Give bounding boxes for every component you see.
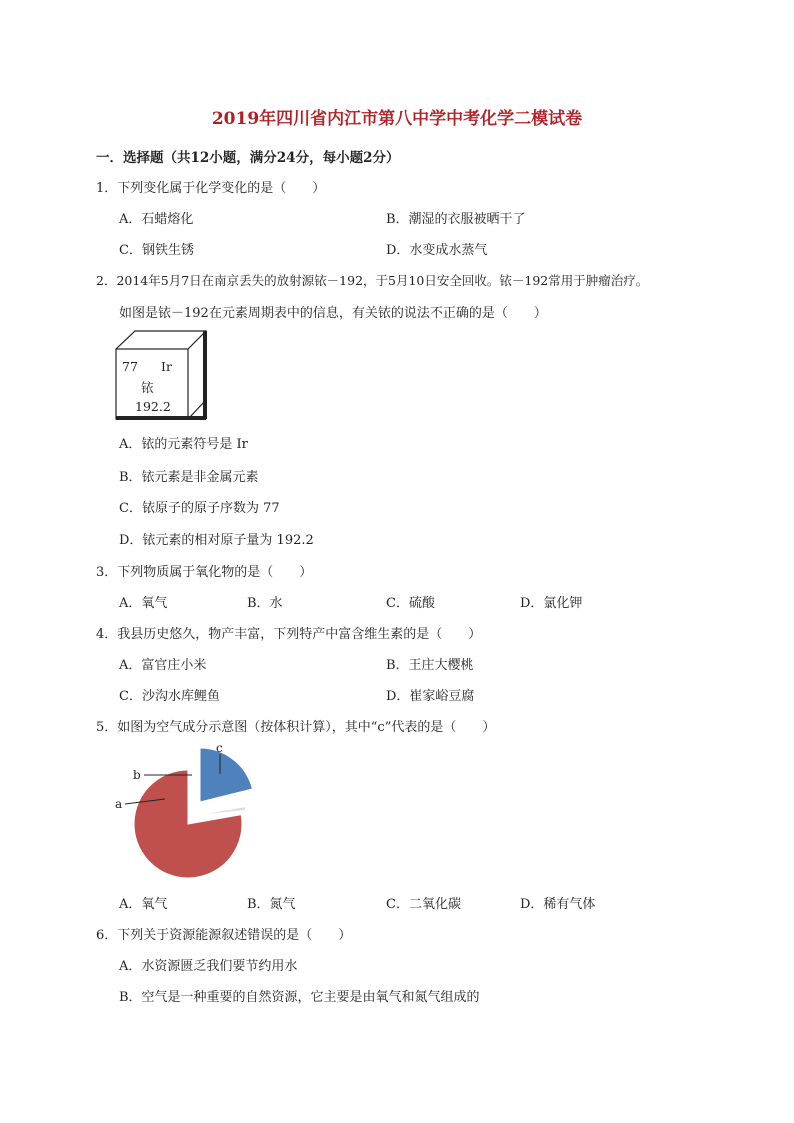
pie-label-c: c — [216, 741, 223, 755]
q4-option-a: A．富官庄小米 — [119, 658, 207, 673]
q2-option-b: B．铱元素是非金属元素 — [119, 470, 259, 485]
question-1-stem: 1．下列变化属于化学变化的是（ ） — [96, 181, 326, 196]
q6-option-a: A．水资源匮乏我们要节约用水 — [119, 959, 298, 974]
q3-option-c: C．硫酸 — [386, 596, 435, 611]
q5-option-c: C．二氧化碳 — [386, 897, 461, 912]
element-card — [115, 330, 210, 422]
air-composition-pie-chart — [110, 742, 270, 882]
question-6-stem: 6．下列关于资源能源叙述错误的是（ ） — [96, 928, 352, 943]
q2-option-a: A．铱的元素符号是 Ir — [119, 437, 248, 452]
pie-slice-c — [200, 748, 252, 802]
q1-option-b: B．潮湿的衣服被晒干了 — [386, 212, 526, 227]
question-2-stem-line1: 2．2014年5月7日在南京丢失的放射源铱－192，于5月10日安全回收。铱－192常用于肿瘤治疗。 — [96, 273, 649, 288]
element-name: 铱 — [141, 380, 154, 395]
q5-option-b: B．氮气 — [247, 897, 296, 912]
q5-option-a: A．氧气 — [119, 897, 168, 912]
q4-option-c: C．沙沟水库鲤鱼 — [119, 689, 220, 704]
pie-label-b: b — [133, 768, 141, 782]
q5-option-d: D．稀有气体 — [520, 897, 596, 912]
q3-option-d: D．氯化钾 — [520, 596, 583, 611]
pie-slice-b — [192, 807, 246, 816]
q1-option-d: D．水变成水蒸气 — [386, 243, 488, 258]
element-symbol: Ir — [161, 359, 172, 374]
q1-option-a: A．石蜡熔化 — [119, 212, 194, 227]
pie-label-a: a — [115, 797, 123, 811]
page-title: 2019年四川省内江市第八中学中考化学二模试卷 — [211, 109, 583, 129]
q4-option-b: B．王庄大樱桃 — [386, 658, 474, 673]
question-2-stem-line2: 如图是铱－192在元素周期表中的信息，有关铱的说法不正确的是（ ） — [119, 306, 547, 321]
q6-option-b: B．空气是一种重要的自然资源，它主要是由氧气和氮气组成的 — [119, 990, 480, 1005]
element-atomic-number: 77 — [122, 359, 138, 374]
q2-option-c: C．铱原子的原子序数为 77 — [119, 501, 280, 516]
question-3-stem: 3．下列物质属于氧化物的是（ ） — [96, 565, 313, 580]
section-heading: 一．选择题（共12小题，满分24分，每小题2分） — [96, 150, 400, 166]
q2-option-d: D．铱元素的相对原子量为 192.2 — [119, 533, 314, 548]
element-atomic-mass: 192.2 — [135, 399, 171, 414]
q1-option-c: C．钢铁生锈 — [119, 243, 194, 258]
q3-option-b: B．水 — [247, 596, 283, 611]
question-5-stem: 5．如图为空气成分示意图（按体积计算），其中“c”代表的是（ ） — [96, 720, 496, 735]
question-4-stem: 4．我县历史悠久，物产丰富，下列特产中富含维生素的是（ ） — [96, 627, 482, 642]
q3-option-a: A．氧气 — [119, 596, 168, 611]
q4-option-d: D．崔家峪豆腐 — [386, 689, 475, 704]
